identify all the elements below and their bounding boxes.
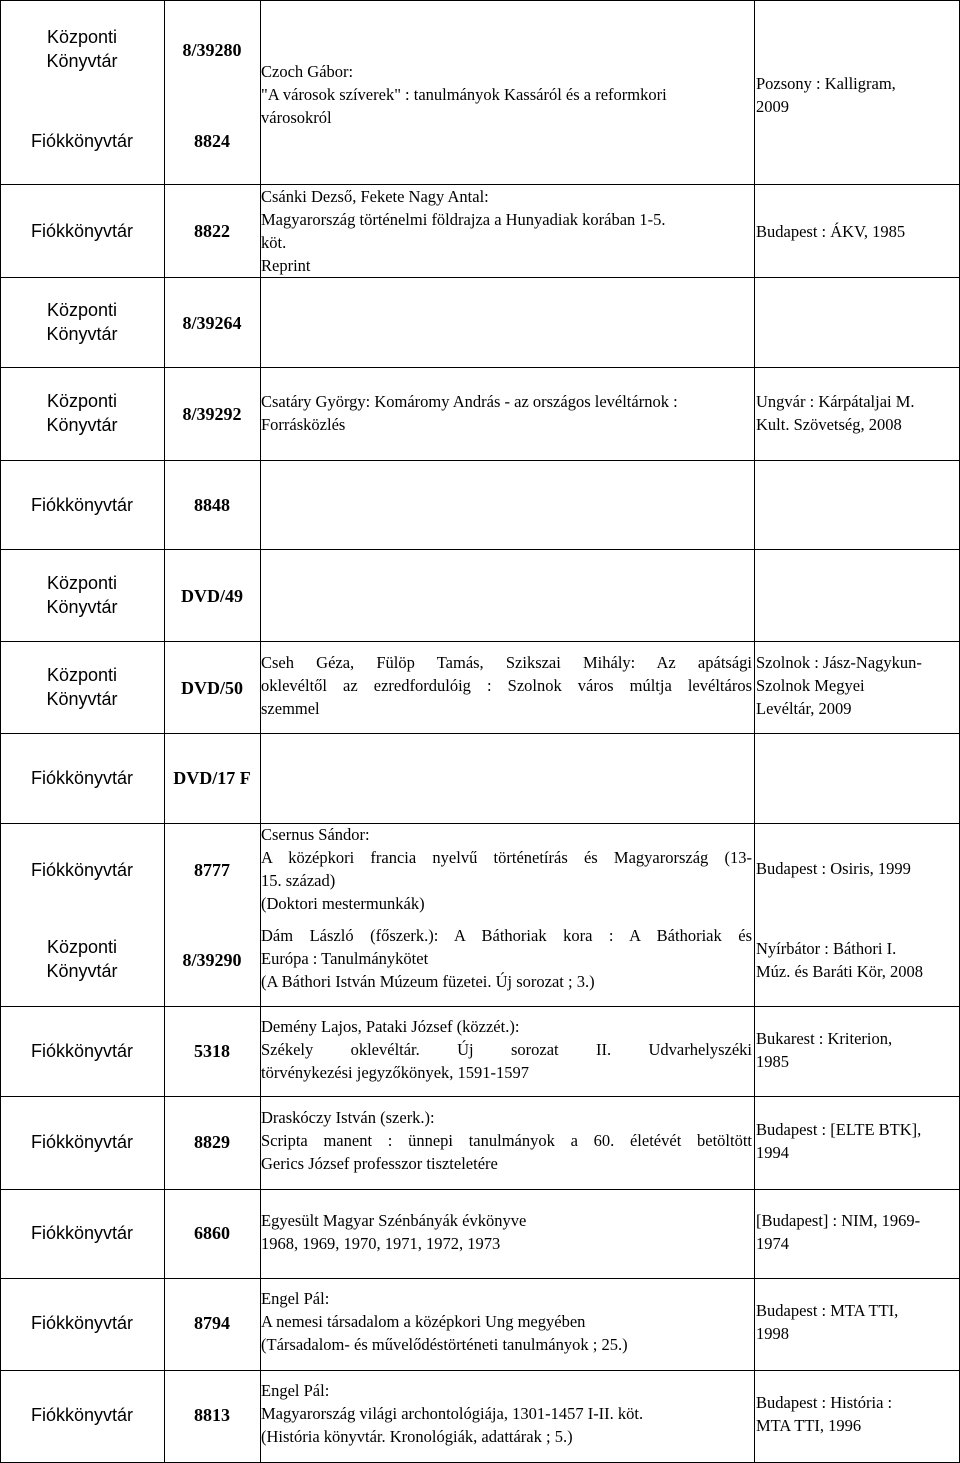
call-number: DVD/50 — [181, 678, 243, 698]
publisher-line: Budapest : Osiris, 1999 — [756, 859, 911, 878]
title-line: Czoch Gábor: — [261, 62, 354, 81]
publisher-line: MTA TTI, 1996 — [756, 1416, 862, 1435]
publisher-line: 2009 — [756, 97, 789, 116]
title-line: "A városok szíverek" : tanulmányok Kassáról és a reformkori — [261, 85, 667, 104]
publisher-line: 1985 — [756, 1052, 789, 1071]
title-line: oklevéltől az ezredfordulóig : Szolnok város múltja levéltáros — [261, 676, 752, 695]
publisher-cell — [756, 390, 958, 436]
location-label: Fiókkönyvtár — [30, 1132, 134, 1152]
title-cell — [261, 1209, 752, 1255]
row-divider — [0, 1096, 960, 1097]
title-line: (A Báthori István Múzeum füzetei. Új sorozat ; 3.) — [261, 972, 595, 991]
row-divider — [0, 460, 960, 461]
title-line: Székely oklevéltár. Új sorozat II. Udvarhelyszéki — [261, 1040, 752, 1059]
location-label: Központi Könyvtár — [46, 937, 118, 981]
title-cell — [261, 823, 752, 915]
title-line: A középkori francia nyelvű történetírás és Magyarország (13- — [261, 848, 752, 867]
row-divider — [0, 1278, 960, 1279]
publisher-cell — [756, 1299, 958, 1345]
row-divider — [0, 1006, 960, 1007]
publisher-cell — [756, 937, 958, 983]
publisher-line: Pozsony : Kalligram, — [756, 74, 896, 93]
title-cell — [261, 185, 752, 277]
publisher-line: Múz. és Baráti Kör, 2008 — [756, 962, 924, 981]
title-line: 1968, 1969, 1970, 1971, 1972, 1973 — [261, 1234, 501, 1253]
row-divider — [0, 367, 960, 368]
title-line: Cseh Géza, Fülöp Tamás, Szikszai Mihály: Az apátsági — [261, 653, 752, 672]
title-cell — [261, 1379, 752, 1448]
publisher-line: Budapest : História : — [756, 1393, 893, 1412]
publisher-line: Budapest : [ELTE BTK], — [756, 1120, 922, 1139]
publisher-cell — [756, 72, 958, 118]
call-number: 8794 — [194, 1313, 230, 1333]
call-number: 8822 — [194, 221, 230, 241]
publisher-cell — [756, 1209, 958, 1255]
publisher-cell — [756, 1391, 958, 1437]
publisher-line: Kult. Szövetség, 2008 — [756, 415, 902, 434]
title-cell — [261, 1287, 752, 1356]
title-cell — [261, 1106, 752, 1175]
title-line: Egyesült Magyar Szénbányák évkönyve — [261, 1211, 527, 1230]
title-cell — [261, 1015, 752, 1084]
title-line: Engel Pál: — [261, 1289, 330, 1308]
call-number: 5318 — [194, 1041, 230, 1061]
location-label: Központi Könyvtár — [46, 665, 118, 709]
location-label: Fiókkönyvtár — [30, 860, 134, 880]
location-label: Fiókkönyvtár — [30, 768, 134, 788]
call-number: 8777 — [194, 860, 230, 880]
location-label: Központi Könyvtár — [46, 300, 118, 344]
publisher-cell — [756, 1027, 958, 1073]
publisher-line: Budapest : ÁKV, 1985 — [756, 222, 906, 241]
location-label: Fiókkönyvtár — [30, 495, 134, 515]
row-divider — [0, 549, 960, 550]
publisher-cell — [756, 1118, 958, 1164]
title-line: Csánki Dezső, Fekete Nagy Antal: — [261, 187, 489, 206]
title-line: Draskóczy István (szerk.): — [261, 1108, 435, 1127]
title-line: (Doktori mestermunkák) — [261, 894, 425, 913]
title-line: Scripta manent : ünnepi tanulmányok a 60. életévét betöltött — [261, 1131, 752, 1150]
row-divider — [0, 733, 960, 734]
title-cell — [261, 60, 752, 129]
title-line: Demény Lajos, Pataki József (közzét.): — [261, 1017, 520, 1036]
publisher-line: Bukarest : Kriterion, — [756, 1029, 893, 1048]
row-divider — [0, 0, 960, 1]
publisher-line: [Budapest] : NIM, 1969- — [756, 1211, 921, 1230]
title-line: A nemesi társadalom a középkori Ung megyében — [261, 1312, 586, 1331]
title-line: Reprint — [261, 256, 311, 275]
location-label: Központi Könyvtár — [46, 391, 118, 435]
location-label: Fiókkönyvtár — [30, 131, 134, 151]
title-cell — [261, 924, 752, 993]
title-line: szemmel — [261, 699, 320, 718]
title-line: Magyarország történelmi földrajza a Hunyadiak korában 1-5. — [261, 210, 666, 229]
title-cell — [261, 390, 752, 436]
publisher-line: Budapest : MTA TTI, — [756, 1301, 899, 1320]
publisher-line: Szolnok Megyei — [756, 676, 865, 695]
publisher-cell — [756, 651, 958, 720]
location-label: Fiókkönyvtár — [30, 1313, 134, 1333]
title-line: Forrásközlés — [261, 415, 346, 434]
title-line: (História könyvtár. Kronológiák, adattárak ; 5.) — [261, 1427, 573, 1446]
call-number: 8813 — [194, 1405, 230, 1425]
call-number: 8848 — [194, 495, 230, 515]
title-line: törvénykezési jegyzőkönyek, 1591-1597 — [261, 1063, 530, 1082]
row-divider — [0, 641, 960, 642]
publisher-line: Nyírbátor : Báthori I. — [756, 939, 897, 958]
title-cell — [261, 651, 752, 720]
title-line: Dám László (főszerk.): A Báthoriak kora : A Báthoriak és — [261, 926, 752, 945]
publisher-line: 1974 — [756, 1234, 789, 1253]
row-divider — [0, 1370, 960, 1371]
title-line: Csatáry György: Komáromy András - az országos levéltárnok : — [261, 392, 678, 411]
call-number: 8824 — [194, 131, 230, 151]
call-number: 8/39280 — [182, 40, 242, 60]
publisher-line: Ungvár : Kárpátaljai M. — [756, 392, 915, 411]
title-line: Magyarország világi archontológiája, 1301-1457 I-II. köt. — [261, 1404, 644, 1423]
title-line: Csernus Sándor: — [261, 825, 370, 844]
call-number: 8/39292 — [182, 404, 242, 424]
location-label: Fiókkönyvtár — [30, 221, 134, 241]
title-line: köt. — [261, 233, 287, 252]
title-line: Engel Pál: — [261, 1381, 330, 1400]
call-number: 8/39290 — [182, 950, 242, 970]
column-divider — [754, 0, 755, 1463]
title-line: Gerics József professzor tiszteletére — [261, 1154, 498, 1173]
publisher-line: Szolnok : Jász-Nagykun- — [756, 653, 922, 672]
publisher-cell — [756, 857, 958, 880]
call-number: DVD/49 — [181, 586, 243, 606]
title-line: 15. század) — [261, 871, 336, 890]
call-number: 8829 — [194, 1132, 230, 1152]
title-line: (Társadalom- és művelődéstörténeti tanulmányok ; 25.) — [261, 1335, 628, 1354]
publisher-line: Levéltár, 2009 — [756, 699, 852, 718]
location-label: Fiókkönyvtár — [30, 1223, 134, 1243]
title-line: Európa : Tanulmánykötet — [261, 949, 429, 968]
row-divider — [0, 1189, 960, 1190]
location-label: Központi Könyvtár — [46, 573, 118, 617]
location-label: Fiókkönyvtár — [30, 1405, 134, 1425]
title-line: városokról — [261, 108, 332, 127]
location-label: Fiókkönyvtár — [30, 1041, 134, 1061]
call-number: 6860 — [194, 1223, 230, 1243]
publisher-line: 1998 — [756, 1324, 789, 1343]
row-divider — [0, 277, 960, 278]
publisher-line: 1994 — [756, 1143, 789, 1162]
call-number: 8/39264 — [182, 313, 242, 333]
location-label: Központi Könyvtár — [46, 27, 118, 71]
publisher-cell — [756, 220, 958, 243]
call-number: DVD/17 F — [173, 768, 251, 788]
